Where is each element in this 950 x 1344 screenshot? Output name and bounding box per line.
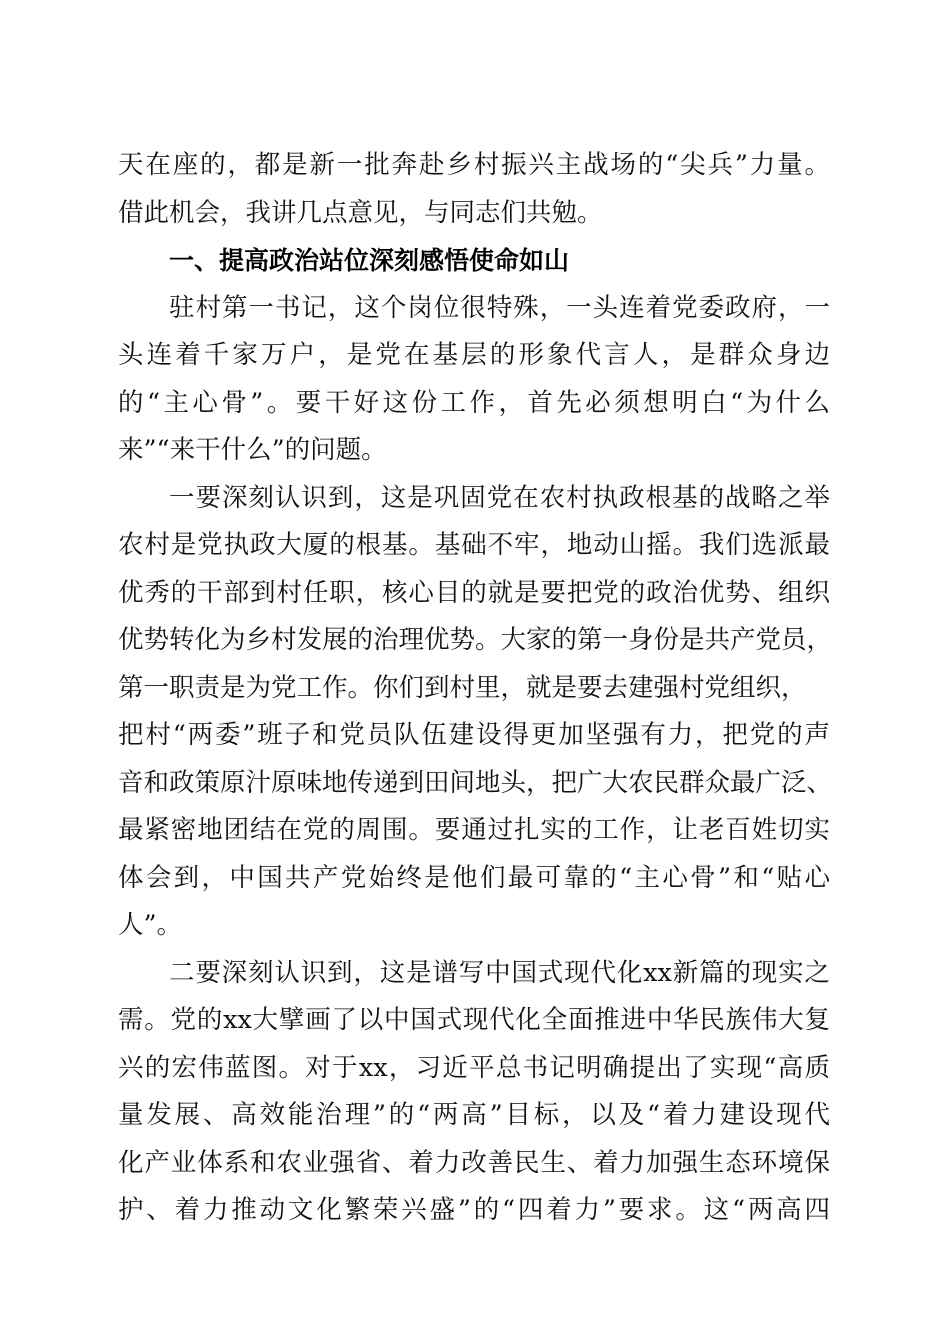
paragraph-line: 驻村第一书记，这个岗位很特殊，一头连着党委政府，一 xyxy=(169,292,830,323)
paragraph-line: 第一职责是为党工作。你们到村里，就是要去建强村党组织， xyxy=(118,672,807,703)
paragraph-line: 需。党的xx大擘画了以中国式现代化全面推进中华民族伟大复 xyxy=(118,1005,830,1035)
paragraph-line: 优秀的干部到村任职，核心目的就是要把党的政治优势、组织 xyxy=(118,577,830,608)
paragraph-line: 天在座的，都是新一批奔赴乡村振兴主战场的“尖兵”力量。 xyxy=(118,150,830,180)
paragraph-line: 兴的宏伟蓝图。对于xx，习近平总书记明确提出了实现“高质 xyxy=(118,1052,830,1083)
paragraph-line: 人”。 xyxy=(118,910,183,940)
paragraph-line: 借此机会，我讲几点意见，与同志们共勉。 xyxy=(118,197,603,228)
paragraph-line: 体会到，中国共产党始终是他们最可靠的“主心骨”和“贴心 xyxy=(118,862,830,893)
paragraph-line: 优势转化为乡村发展的治理优势。大家的第一身份是共产党员， xyxy=(118,625,833,655)
paragraph-line: 的“主心骨”。要干好这份工作，首先必须想明白“为什么 xyxy=(118,387,830,418)
paragraph-line: 量发展、高效能治理”的“两高”目标，以及“着力建设现代 xyxy=(118,1100,830,1130)
paragraph-line: 农村是党执政大厦的根基。基础不牢，地动山摇。我们选派最 xyxy=(118,530,830,560)
section-heading: 一、提高政治站位深刻感悟使命如山 xyxy=(169,246,570,275)
paragraph-line: 一要深刻认识到，这是巩固党在农村执政根基的战略之举 xyxy=(169,482,830,513)
paragraph-line: 头连着千家万户，是党在基层的形象代言人，是群众身边 xyxy=(118,340,830,370)
paragraph-line: 来”“来干什么”的问题。 xyxy=(118,435,387,465)
paragraph-line: 最紧密地团结在党的周围。要通过扎实的工作，让老百姓切实 xyxy=(118,815,830,845)
paragraph-line: 音和政策原汁原味地传递到田间地头，把广大农民群众最广泛、 xyxy=(118,767,833,798)
document-body xyxy=(118,142,833,1235)
paragraph-line: 二要深刻认识到，这是谱写中国式现代化xx新篇的现实之 xyxy=(169,957,830,988)
paragraph-line: 把村“两委”班子和党员队伍建设得更加坚强有力，把党的声 xyxy=(118,720,830,750)
paragraph-line: 护、着力推动文化繁荣兴盛”的“四着力”要求。这“两高四 xyxy=(118,1195,830,1225)
paragraph-line: 化产业体系和农业强省、着力改善民生、着力加强生态环境保 xyxy=(118,1147,830,1178)
